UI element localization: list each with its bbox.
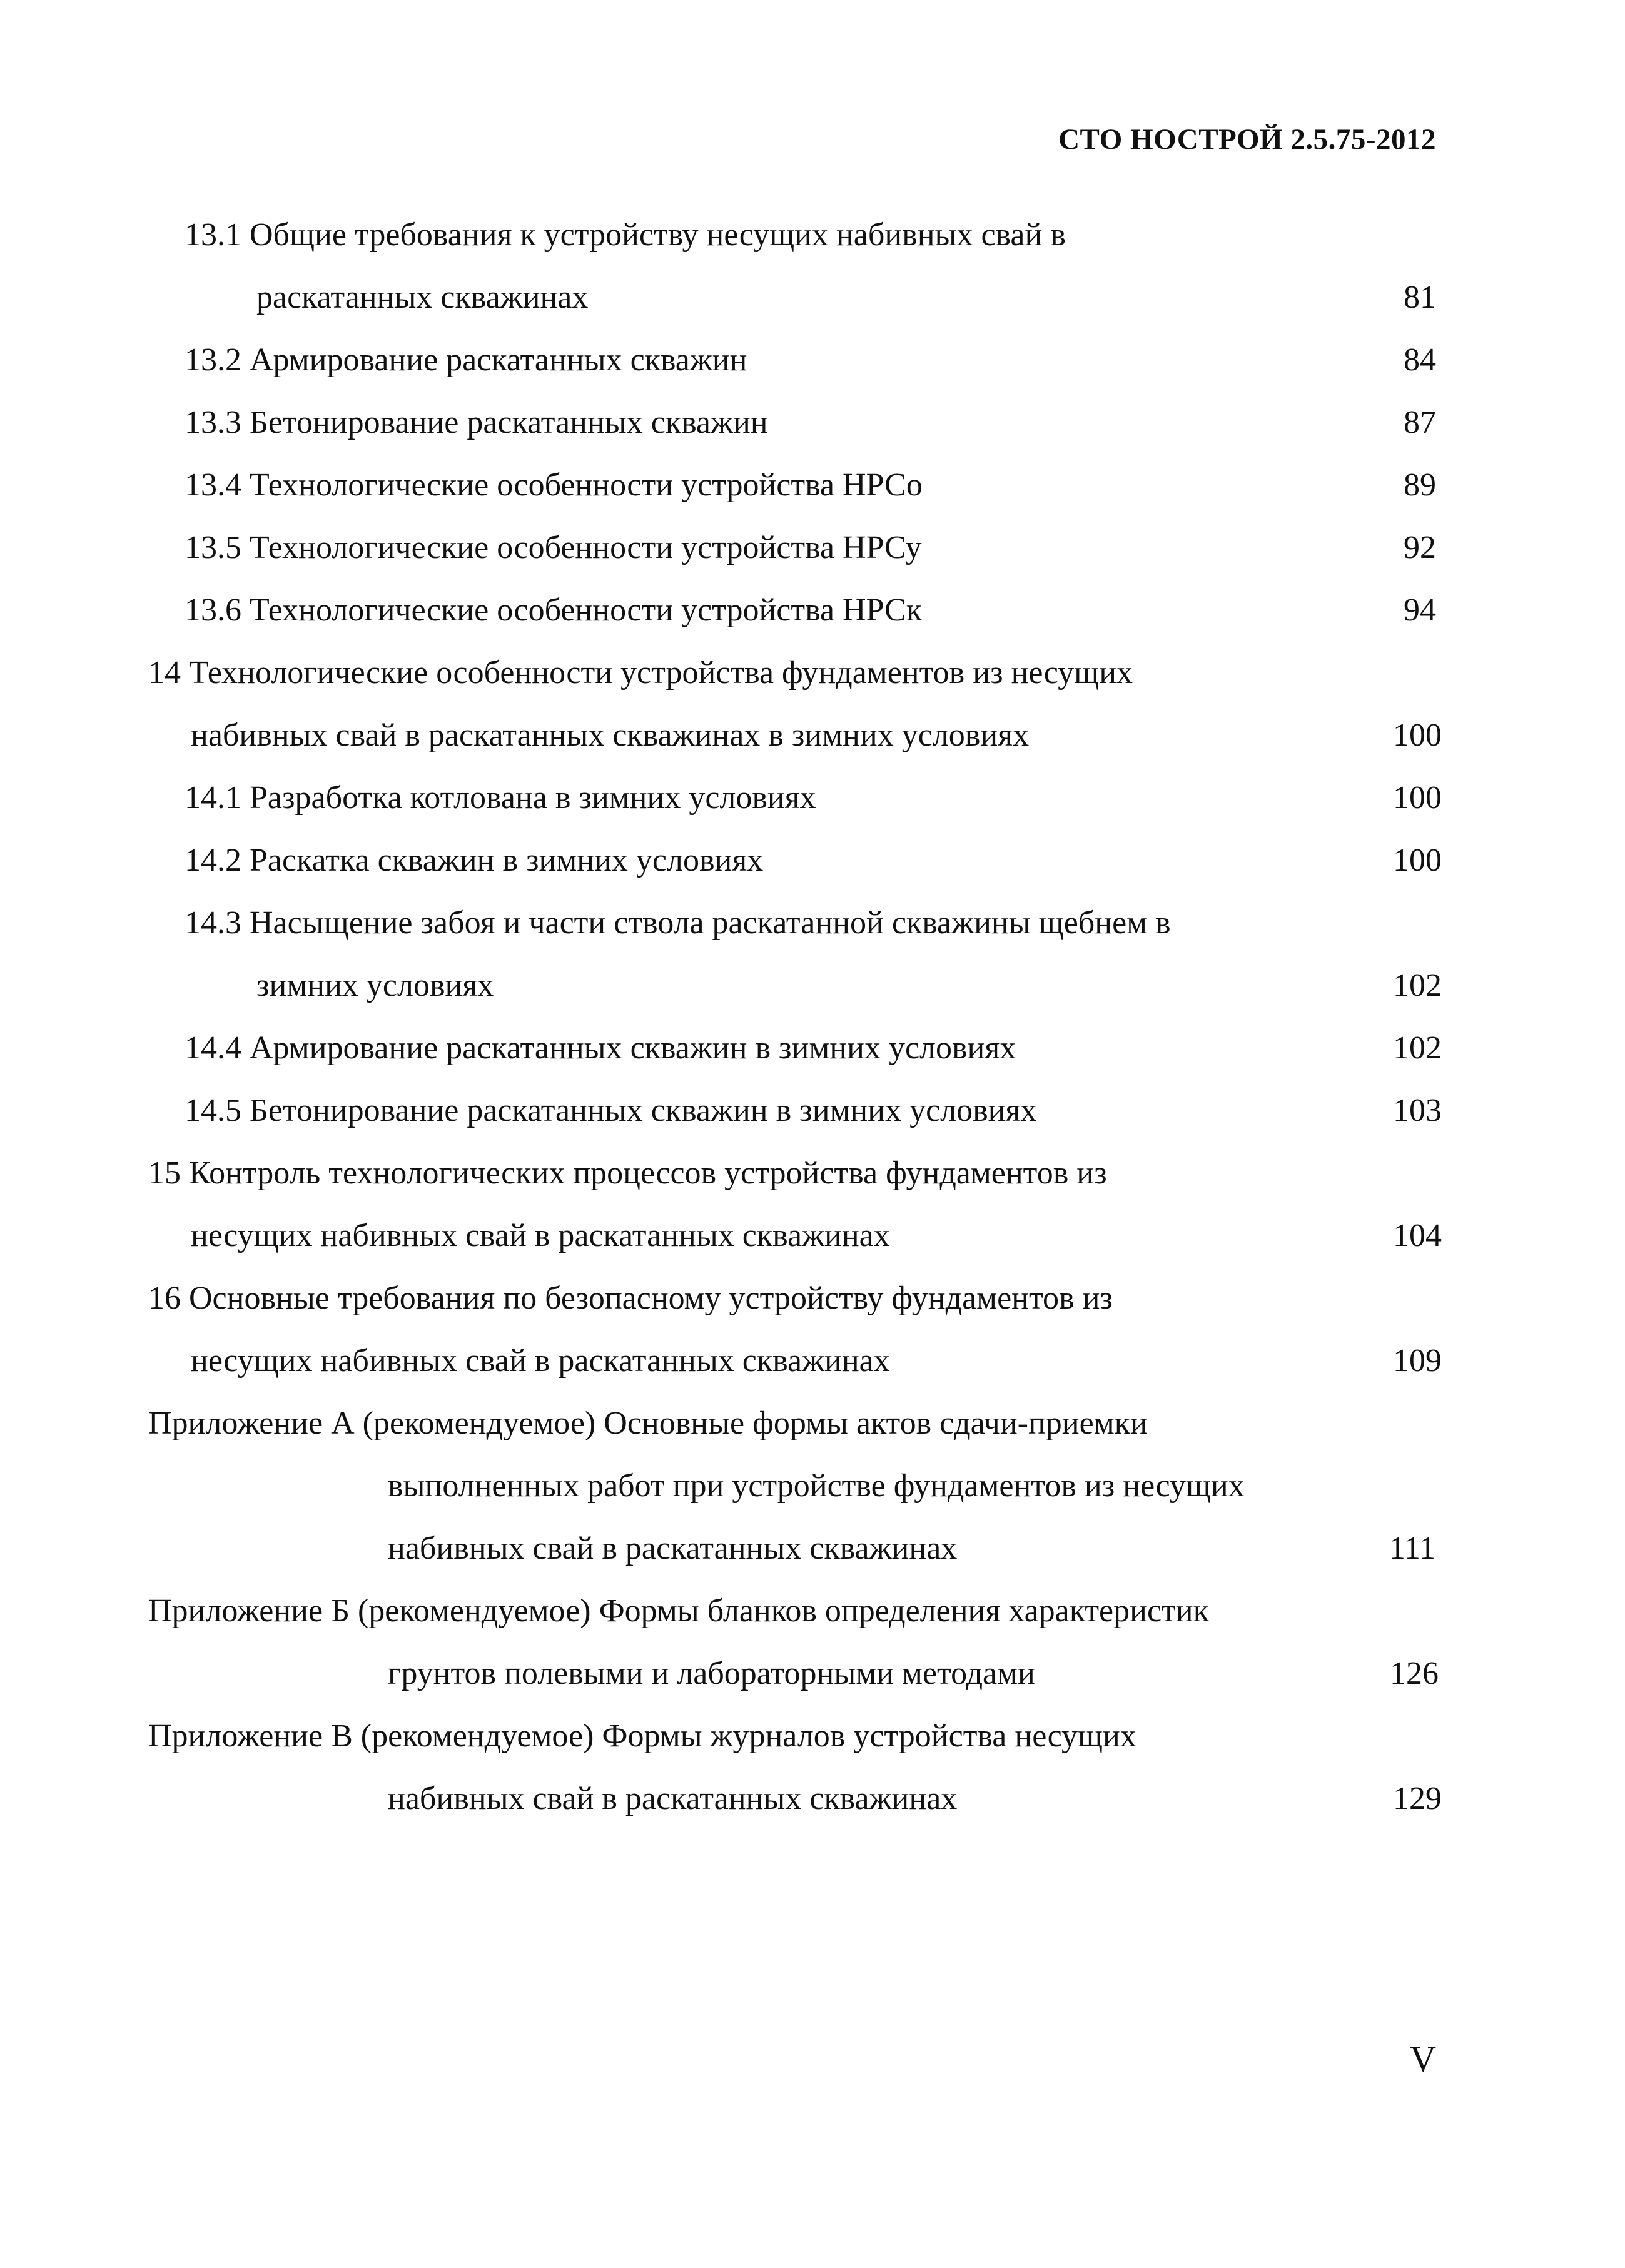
toc-entry-text: 14.3 Насыщение забоя и части ствола раскатанной скважины щебнем в (185, 905, 1171, 941)
toc-entry (256, 276, 1436, 320)
toc-page-number: 109 (1393, 1343, 1442, 1379)
toc-entry-text: набивных свай в раскатанных скважинах (388, 1781, 958, 1816)
toc-entry (185, 526, 1436, 570)
toc-page-number: 104 (1393, 1218, 1442, 1253)
toc-page-number: 102 (1393, 1030, 1442, 1066)
toc-entry (185, 401, 1436, 445)
toc-page-number: 129 (1393, 1781, 1442, 1816)
toc-entry (185, 839, 1442, 883)
toc-entry-text: 13.5 Технологические особенности устройства НРСу (185, 530, 922, 565)
toc-page-number: 100 (1393, 843, 1442, 878)
toc-page-number: 84 (1404, 342, 1436, 378)
page-number: V (1410, 2038, 1436, 2079)
toc-entry-text: набивных свай в раскатанных скважинах (388, 1531, 958, 1566)
toc-entry-text: несущих набивных свай в раскатанных скважинах (191, 1218, 890, 1253)
toc-entry-text: 14.4 Армирование раскатанных скважин в зимних условиях (185, 1030, 1016, 1066)
toc-entry (388, 1464, 1245, 1508)
toc-page-number: 102 (1393, 968, 1442, 1003)
toc-entry (256, 964, 1442, 1008)
toc-entry-text: зимних условиях (256, 968, 494, 1003)
toc-entry-text: 14.5 Бетонирование раскатанных скважин в зимних условиях (185, 1093, 1037, 1128)
toc-page-number: 81 (1404, 280, 1436, 315)
toc-entry (148, 1714, 1136, 1758)
toc-page-number: 87 (1404, 405, 1436, 440)
toc-page-number: 111 (1389, 1531, 1435, 1566)
toc-page-number: 89 (1404, 467, 1436, 503)
toc-entry-text: 13.4 Технологические особенности устройства НРСо (185, 467, 923, 503)
toc-entry (148, 651, 1133, 695)
toc-entry (191, 714, 1442, 757)
toc-entry-text: 13.1 Общие требования к устройству несущих набивных свай в (185, 217, 1066, 253)
toc-entry (191, 1339, 1442, 1383)
toc-page-number: 126 (1390, 1656, 1439, 1691)
toc-entry (191, 1214, 1442, 1258)
toc-entry (185, 463, 1436, 507)
toc-entry (185, 1026, 1442, 1070)
toc-entry (185, 1089, 1442, 1133)
toc-page-number: 92 (1404, 530, 1436, 565)
toc-entry-text: 16 Основные требования по безопасному устройству фундаментов из (148, 1280, 1113, 1316)
toc-entry (148, 1589, 1209, 1633)
toc-entry-text: Приложение Б (рекомендуемое) Формы бланков определения характеристик (148, 1593, 1209, 1629)
toc-entry (148, 1152, 1107, 1195)
toc-entry-text: раскатанных скважинах (256, 280, 589, 315)
toc-entry-text: Приложение А (рекомендуемое) Основные формы актов сдачи-приемки (148, 1405, 1148, 1441)
toc-entry-text: 14.1 Разработка котлована в зимних условиях (185, 780, 816, 816)
toc-entry (148, 1277, 1113, 1320)
toc-entry (185, 338, 1436, 382)
toc-entry-text: 13.6 Технологические особенности устройства НРСк (185, 592, 923, 628)
toc-entry-text: 15 Контроль технологических процессов устройства фундаментов из (148, 1155, 1107, 1191)
toc-entry-text: выполненных работ при устройстве фундаментов из несущих (388, 1468, 1245, 1504)
document-code-header: СТО НОСТРОЙ 2.5.75-2012 (1058, 123, 1436, 156)
toc-page-number: 100 (1393, 717, 1442, 753)
toc-entry (185, 901, 1171, 945)
toc-entry (388, 1652, 1439, 1696)
toc-entry-text: набивных свай в раскатанных скважинах в зимних условиях (191, 717, 1030, 753)
toc-entry (185, 213, 1066, 257)
toc-page-number: 103 (1393, 1093, 1442, 1128)
toc-entry (388, 1777, 1442, 1821)
toc-entry (185, 589, 1436, 632)
toc-entry-text: 13.3 Бетонирование раскатанных скважин (185, 405, 768, 440)
toc-entry-text: несущих набивных свай в раскатанных скважинах (191, 1343, 890, 1379)
toc-entry (185, 776, 1442, 820)
toc-page-number: 94 (1404, 592, 1436, 628)
toc-entry-text: 13.2 Армирование раскатанных скважин (185, 342, 747, 378)
toc-entry-text: Приложение В (рекомендуемое) Формы журналов устройства несущих (148, 1718, 1136, 1754)
toc-entry (148, 1402, 1148, 1445)
toc-entry-text: грунтов полевыми и лабораторными методами (388, 1656, 1035, 1691)
toc-page-number: 100 (1393, 780, 1442, 816)
toc-entry (388, 1527, 1435, 1571)
toc-entry-text: 14 Технологические особенности устройства фундаментов из несущих (148, 655, 1133, 691)
toc-entry-text: 14.2 Раскатка скважин в зимних условиях (185, 843, 764, 878)
